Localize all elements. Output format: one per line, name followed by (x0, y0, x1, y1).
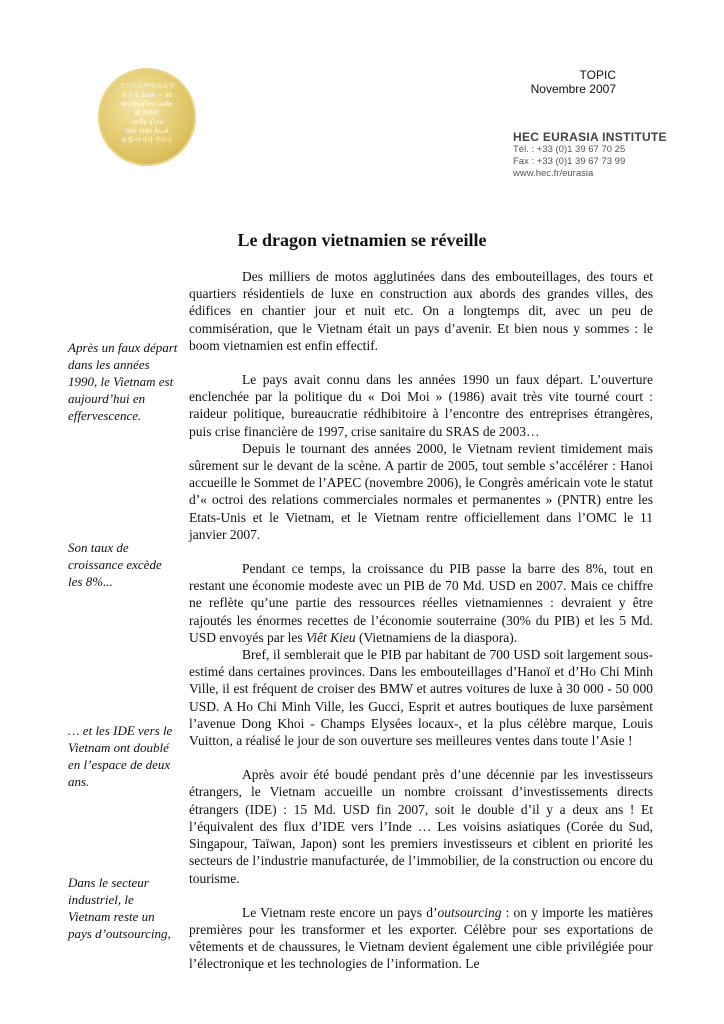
paragraph: Le pays avait connu dans les années 1990 un faux départ. L’ouverture enclenchée par la politique du « Doi Moi » (1986) avait très vite tourné court : raideur politique, bureaucratie rédhibitoire à l’encontre des entreprises étrangères, puis crise financière de 1997, crise sanitaire du SRAS de 2003… (189, 372, 653, 439)
topic-label: TOPIC (579, 68, 616, 82)
paragraph: Depuis le tournant des années 2000, le Vietnam revient timidement mais sûrement sur le devant de la scène. A partir de 2005, tout semble s’accélérer : Hanoi accueille le Sommet de l’APEC (novembre 2006), le Congrès américain vote le statut d’« octroi des relations commerciales normales et permanentes » (PNTR) entre les Etats-Unis et le Vietnam, et le Vietnam rentre officiellement dans l’OMC le 11 janvier 2007. (189, 440, 653, 542)
paragraph: Après avoir été boudé pendant près d’une décennie par les investisseurs étrangers, le Vietnam accueille un nombre croissant d’investissements directs étrangers (IDE) : 15 Md. USD fin 2007, soit le double d’il y a deux ans ! Et l’équivalent des flux d’IDE vers l’Inde … Les voisins asiatiques (Corée du Sud, Singapour, Taïwan, Japon) sont les premiers investisseurs et ciblent en priorité les secteurs de l’industrie manufacturée, de l’immobilier, de la construction ou encore du tourisme. (189, 767, 653, 886)
article-body (189, 268, 653, 973)
emphasized-term: Viêt Kieu (305, 629, 356, 645)
institute-name: HEC EURASIA INSTITUTE (513, 130, 667, 144)
institute-contact-block (513, 130, 667, 180)
document-date: Novembre 2007 (530, 82, 616, 96)
paragraph: Bref, il semblerait que le PIB par habitant de 700 USD soit largement sous-estimé dans certaines provinces. Dans les embouteillages d’Hanoï et d’Ho Chi Minh Ville, il est fréquent de croiser des BMW et autres voitures de luxe à 30 000 - 50 000 USD. A Ho Chi Minh Ville, les Gucci, Esprit et autres boutiques de luxe parsèment l’avenue Dong Khoi - Champs Elysées locaux-, et la plus célèbre marque, Louis Vuitton, a réalisé le jour de son ouverture ses meilleures ventes dans toute l’Asie ! (189, 647, 653, 749)
institute-fax: Fax : +33 (0)1 39 67 73 99 (513, 156, 626, 167)
article-title: Le dragon vietnamien se réveille (237, 230, 487, 250)
institute-phone: Tél. : +33 (0)1 39 67 70 25 (513, 144, 626, 155)
document-header (531, 68, 616, 96)
margin-note: Dans le secteur industriel, le Vietnam reste un pays d’outsourcing, (68, 875, 171, 941)
margin-note: … et les IDE vers le Vietnam ont doublé en l’espace de deux ans. (68, 723, 173, 789)
paragraph: Pendant ce temps, la croissance du PIB passe la barre des 8%, tout en restant une économie modeste avec un PIB de 70 Md. USD en 2007. Mais ce chiffre ne reflète qu’une partie des ressources réelles vietnamiennes : devraient y être rajoutés les énormes recettes de l’économie souterraine (30% du PIB) et les 5 Md. USD envoyés par les Viêt Kieu (Vietnamiens de la diaspora). (189, 561, 653, 645)
margin-note: Après un faux départ dans les années 1990, le Vietnam est aujourd’hui en effervescence. (68, 340, 178, 423)
institute-website: www.hec.fr/eurasia (513, 168, 594, 179)
logo-text: アジアの中央の大学 ちらる bam ~ ab สถาบันยุโรป-เอเชีย 歐亞學院 เอเชีย ยุโรป Học viện Âu-Á 유럽-아시아 연구소 (119, 83, 175, 144)
institute-logo-seal (98, 68, 196, 166)
emphasized-term: outsourcing (437, 904, 502, 920)
margin-note: Son taux de croissance excède les 8%... (68, 540, 162, 589)
paragraph: Le Vietnam reste encore un pays d’outsourcing : on y importe les matières premières pour les transformer et les exporter. Célèbre pour ses exportations de vêtements et de chaussures, le Vietnam devient également une cible privilégiée pour l’électronique et les technologies de l’information. Le (189, 904, 653, 972)
paragraph: Des milliers de motos agglutinées dans des embouteillages, des tours et quartiers résidentiels de luxe en construction aux abords des grandes villes, des édifices en chantier jour et nuit etc. On a longtemps dit, avec un peu de commisération, que le Vietnam était un pays d’avenir. Et bien nous y sommes : le boom vietnamien est enfin effectif. (189, 269, 653, 353)
